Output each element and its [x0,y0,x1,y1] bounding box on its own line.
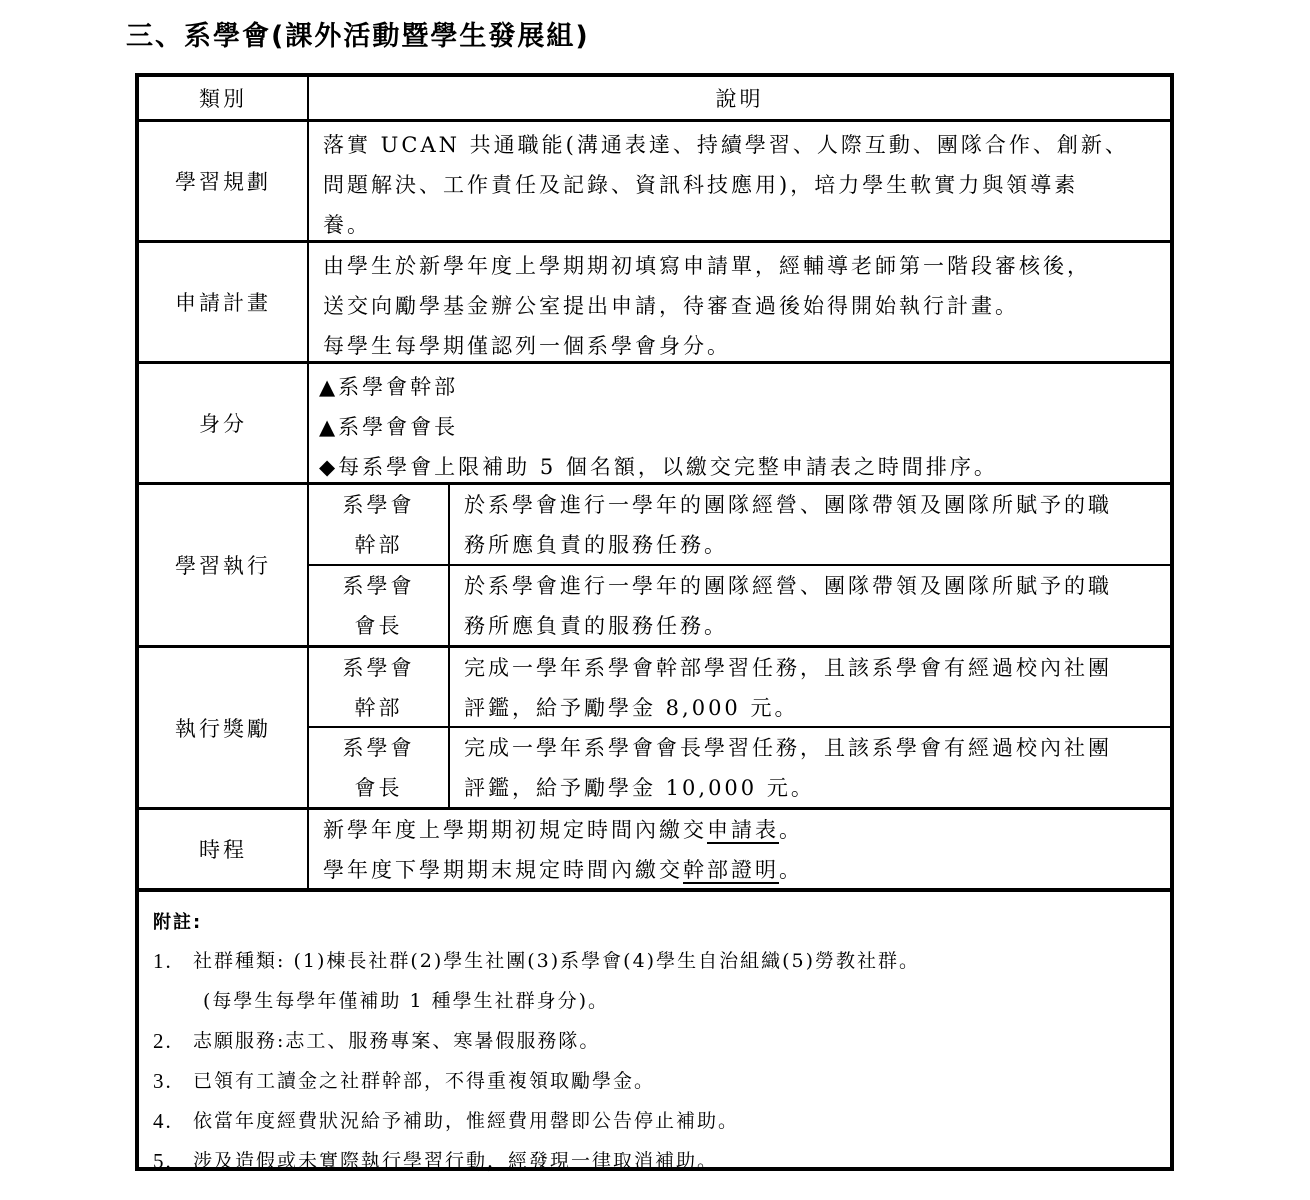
description-application [309,243,1170,361]
category-schedule: 時程 [199,838,247,862]
role-reward-president [309,728,448,807]
category-planning: 學習規劃 [175,170,271,194]
text-fragment: 學年度下學期期末規定時間內繳交 [323,858,683,882]
description-identity [309,364,1170,482]
description-schedule [309,810,1170,888]
text-line: 每學生每學期僅認列一個系學會身分。 [323,334,731,358]
note-text: 社群種類: (1)棟長社群(2)學生社團(3)系學會(4)學生自治組織(5)勞教社群。 [193,950,921,972]
text-line: ▲系學會會長 [319,415,459,439]
category-identity: 身分 [199,412,247,436]
text-line: 務所應負責的服務任務。 [464,533,728,557]
text-fragment: 。 [779,818,803,842]
text-line: 養。 [323,213,371,237]
description-execution-president [450,566,1170,645]
text-line [323,810,1170,850]
page-title: 三、系學會(課外活動暨學生發展組) [126,21,590,52]
notes-heading: 附註: [153,912,203,933]
role-label: 幹部 [354,696,403,720]
role-label: 系學會 [342,493,415,517]
text-line [323,850,1170,890]
text-line: 評鑑，給予勵學金 10,000 元。 [464,776,815,800]
text-fragment: 新學年度上學期期初規定時間內繳交 [323,818,707,842]
text-line: ◆每系學會上限補助 5 個名額，以繳交完整申請表之時間排序。 [319,455,998,479]
note-number: 5. [153,1149,173,1173]
note-text: 已領有工讀金之社群幹部，不得重複領取勵學金。 [193,1070,656,1092]
note-text: 志願服務:志工、服務專案、寒暑假服務隊。 [193,1030,601,1052]
note-item [153,1021,1153,1061]
notes-section [153,905,1153,1181]
description-planning [309,122,1170,240]
role-label: 系學會 [342,736,415,760]
text-line: 評鑑，給予勵學金 8,000 元。 [464,696,799,720]
note-text: 涉及造假或未實際執行學習行動，經發現一律取消補助。 [193,1150,719,1172]
text-fragment: 。 [779,858,803,882]
role-execution-president [309,566,448,645]
cadre-certificate-link[interactable]: 幹部證明 [683,858,779,882]
description-reward-president [450,728,1170,807]
role-label: 會長 [354,776,403,800]
role-execution-cadre [309,485,448,564]
text-line: ▲系學會幹部 [319,375,459,399]
note-item [153,941,1153,981]
text-line: 問題解決、工作責任及記錄、資訊科技應用)，培力學生軟實力與領導素 [323,173,1079,197]
text-line: 完成一學年系學會會長學習任務，且該系學會有經過校內社團 [464,736,1112,760]
role-label: 幹部 [354,533,403,557]
note-item [153,1101,1153,1141]
text-line: 務所應負責的服務任務。 [464,614,728,638]
role-label: 系學會 [342,656,415,680]
header-category: 類別 [199,87,247,111]
header-description: 說明 [715,87,764,111]
text-line: 送交向勵學基金辦公室提出申請，待審查過後始得開始執行計畫。 [323,294,1019,318]
text-line: 完成一學年系學會幹部學習任務，且該系學會有經過校內社團 [464,656,1112,680]
text-line: 於系學會進行一學年的團隊經營、團隊帶領及團隊所賦予的職 [464,574,1112,598]
text-line: 於系學會進行一學年的團隊經營、團隊帶領及團隊所賦予的職 [464,493,1112,517]
note-item [153,1141,1153,1181]
note-number: 4. [153,1109,173,1133]
note-number: 1. [153,949,173,973]
note-number: 2. [153,1029,173,1053]
role-label: 會長 [354,614,403,638]
description-reward-cadre [450,648,1170,726]
role-label: 系學會 [342,574,415,598]
category-reward: 執行獎勵 [175,716,271,741]
category-application: 申請計畫 [175,291,271,315]
role-reward-cadre [309,648,448,726]
description-execution-cadre [450,485,1170,564]
text-line: 由學生於新學年度上學期期初填寫申請單，經輔導老師第一階段審核後， [323,254,1091,278]
note-item [153,1061,1153,1101]
text-line: 落實 UCAN 共通職能(溝通表達、持續學習、人際互動、團隊合作、創新、 [323,133,1129,157]
scholarship-table [135,73,1174,1171]
application-form-link[interactable]: 申請表 [707,818,779,842]
note-text: 依當年度經費狀況給予補助，惟經費用罄即公告停止補助。 [193,1110,740,1132]
note-continuation: (每學生每學年僅補助 1 種學生社群身分)。 [203,990,609,1012]
category-execution: 學習執行 [175,554,271,578]
note-number: 3. [153,1069,173,1093]
